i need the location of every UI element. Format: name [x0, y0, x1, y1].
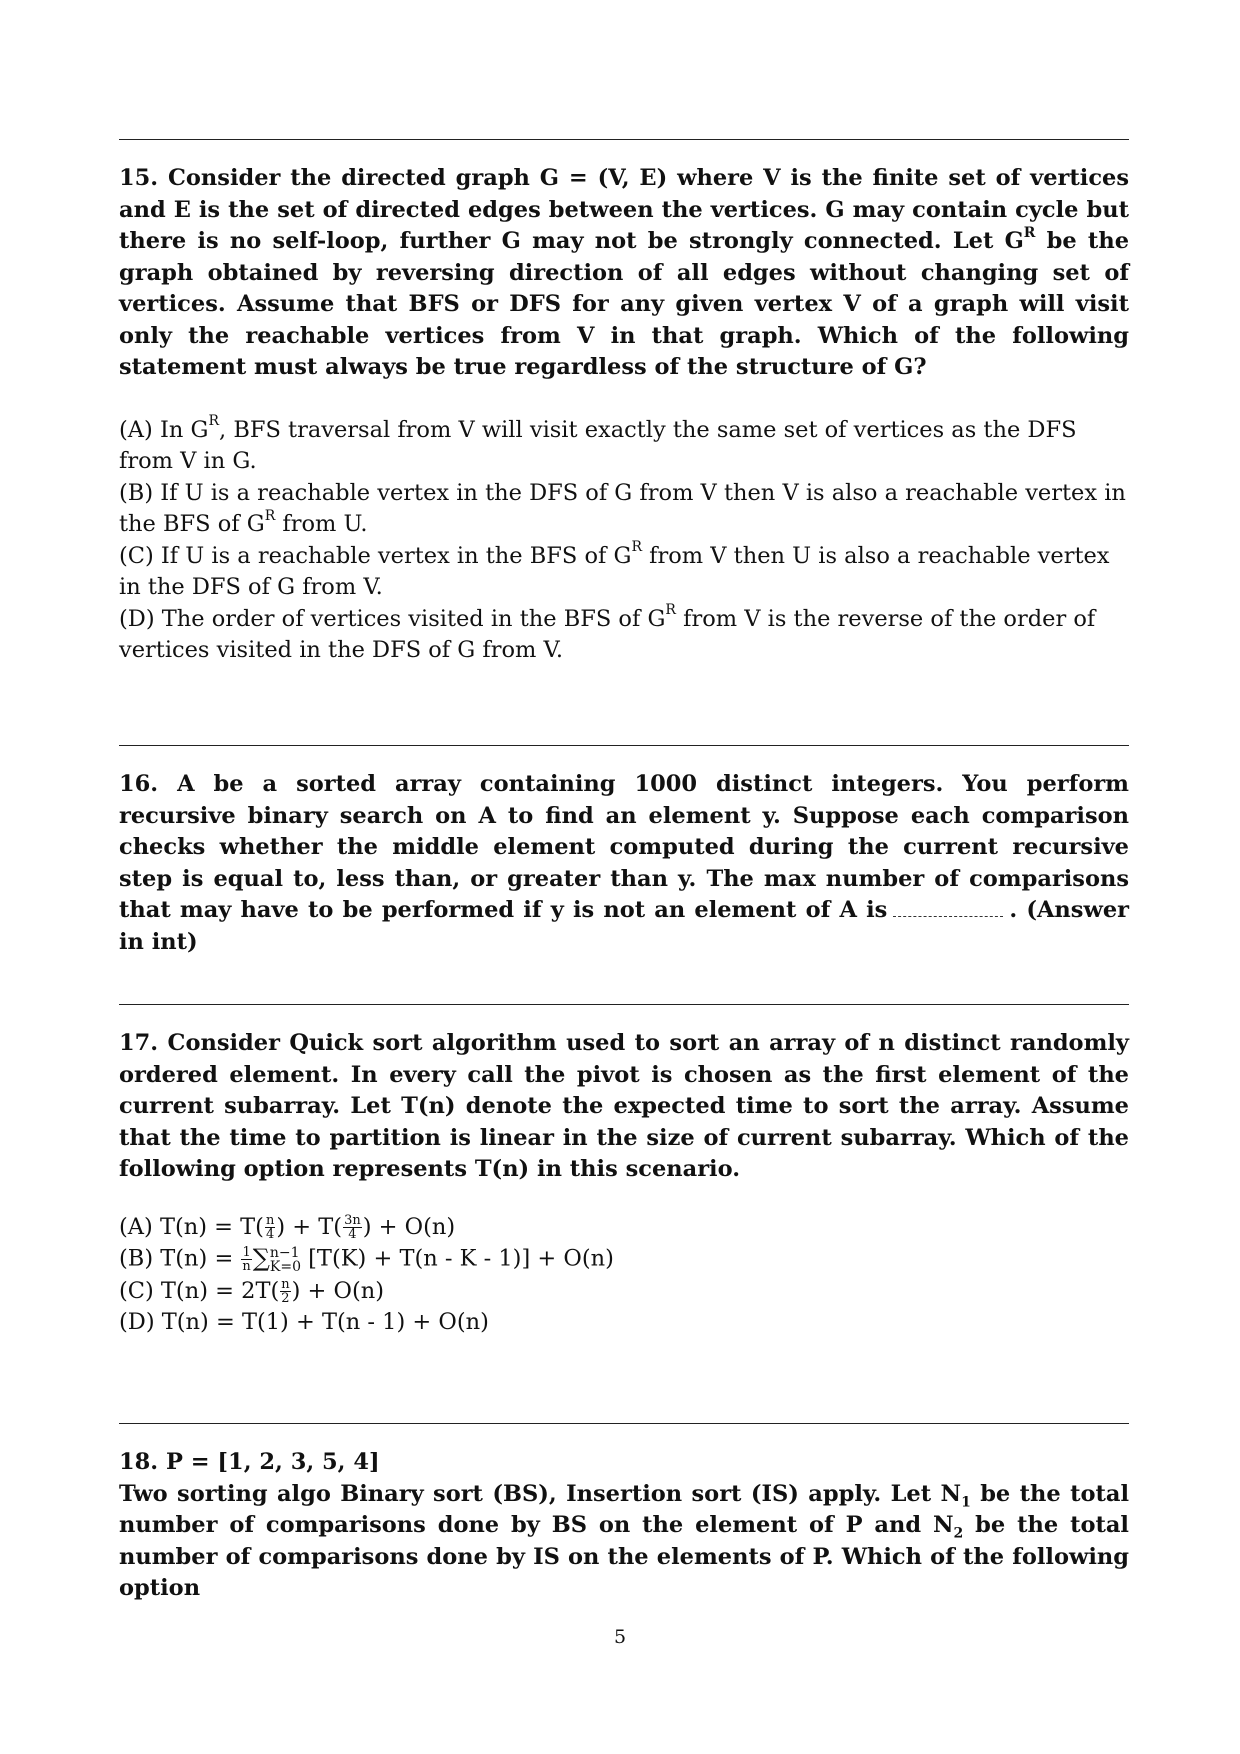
- fraction: $\frac{n}{4}$: [265, 1213, 275, 1242]
- fraction: $\frac{n}{2}$: [281, 1277, 290, 1306]
- question-16-stem: 16. A be a sorted array containing 1000 distinct integers. You perform recursive binary search on A to find an element y. Suppose each comparison checks whether the middle element computed during the current recursive step is equal to, less than, or greater than y. The max number of comparisons that may have to be performed if y is not an element of A is . (Answer in int): [119, 771, 1129, 955]
- question-15-option-c: (C) If U is a reachable vertex in the BFS of $G^R$ from V then U is also a reachable vertex in the DFS of G from V.: [119, 539, 1110, 600]
- question-15-option-d: (D) The order of vertices visited in the BFS of $G^R$ from V is the reverse of the order of vertices visited in the DFS of G from V.: [119, 602, 1096, 663]
- fraction: $\frac{3n}{4}$: [344, 1213, 361, 1242]
- question-15-stem: 15. Consider the directed graph G = (V, E) where V is the finite set of vertices and E is the set of directed edges between the vertices. G may contain cycle but there is no self-loop, further G may not be strongly connected. Let $G^R$ be the graph obtained by reversing direction of all edges without changing set of vertices. Assume that BFS or DFS for any given vertex V of a graph will visit only the reachable vertices from V in that graph. Which of the following statement must always be true regardless of the structure of G?: [119, 165, 1130, 380]
- page-number: 5: [613, 1626, 627, 1648]
- question-17-stem: 17. Consider Quick sort algorithm used to sort an array of n distinct randomly ordered element. In every call the pivot is chosen as the first element of the current subarray. Let T(n) denote the expected time to sort the array. Assume that the time to partition is linear in the size of current subarray. Which of the following option represents T(n) in this scenario.: [119, 1030, 1129, 1182]
- divider-17-18: [119, 1423, 1129, 1424]
- summation: ∑ n−1 K=0: [252, 1244, 301, 1275]
- question-17-option-c: (C) T(n) = 2T( $\frac{n}{2}$ ) + O(n): [119, 1277, 385, 1306]
- question-17-option-a: (A) T(n) = T( $\frac{n}{4}$ ) + T( $\frac{3n}{4}$ ) + O(n): [119, 1213, 456, 1242]
- fraction: $\frac{1}{n}$: [242, 1244, 251, 1274]
- divider-15-16: [119, 745, 1129, 746]
- divider-16-17: [119, 1004, 1129, 1005]
- question-15: [119, 163, 1129, 667]
- question-17-option-d: (D) T(n) = T(1) + T(n - 1) + O(n): [119, 1309, 489, 1335]
- question-17-options: [119, 1212, 1129, 1339]
- question-15-option-a: (A) In $G^R$, BFS traversal from V will visit exactly the same set of vertices as the DFS from V in G.: [119, 413, 1077, 474]
- question-17: [119, 1028, 1129, 1339]
- question-18-stem: 18. P = [1, 2, 3, 5, 4] Two sorting algo Binary sort (BS), Insertion sort (IS) apply. Let $N_1$ be the total number of comparisons done by BS on the element of P and $N_2$ be the total number of comparisons done by IS on the elements of P. Which of the following option: [119, 1449, 1129, 1601]
- answer-blank: [893, 900, 1003, 917]
- question-17-option-b: (B) T(n) = $\frac{1}{n}$ ∑ n−1 K=0 [T(K) + T(n - K - 1)] + O(n): [119, 1244, 614, 1275]
- question-15-option-b: (B) If U is a reachable vertex in the DFS of G from V then V is also a reachable vertex in the BFS of $G^R$ from U.: [119, 479, 1126, 537]
- question-15-options: [119, 415, 1129, 667]
- divider-top: [119, 139, 1129, 140]
- question-16: [119, 769, 1129, 958]
- question-18: [119, 1447, 1129, 1605]
